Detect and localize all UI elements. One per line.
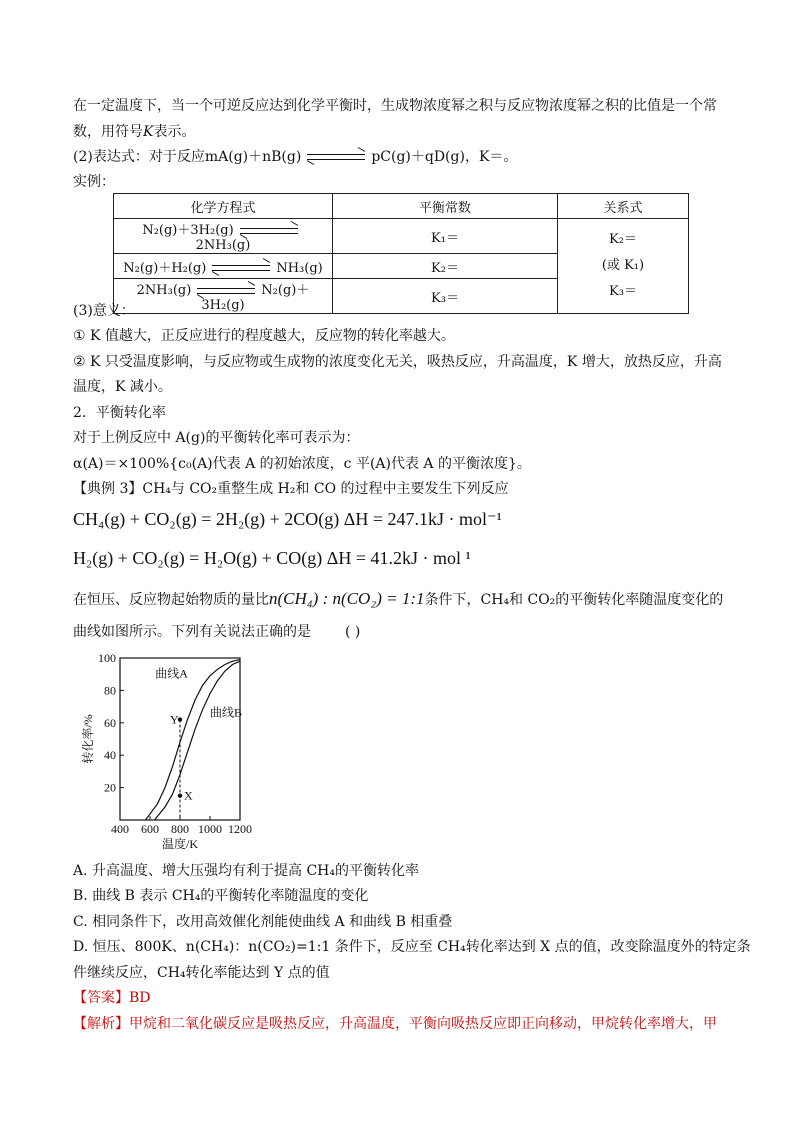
- conversion-chart: [80, 648, 270, 853]
- equation-cell: N₂(g)＋H₂(g) NH₃(g): [114, 254, 333, 279]
- option-c[interactable]: C. 相同条件下，改用高效催化剂能使曲线 A 和曲线 B 相重叠: [73, 914, 453, 930]
- condition-text: 在恒压、反应物起始物质的量比: [73, 592, 269, 608]
- intro-line-2: [73, 123, 195, 141]
- table-header: 关系式: [558, 194, 689, 219]
- meaning-2b: 温度，K 减小。: [73, 379, 172, 395]
- k-symbol: K: [143, 124, 154, 140]
- curve-a: [146, 660, 241, 820]
- y-tick-label: 100: [98, 651, 116, 665]
- mole-ratio: n(CH₄) : n(CO₂) = 1:1: [269, 589, 425, 608]
- x-tick-label: 1200: [228, 822, 252, 836]
- equation-cell: N₂(g)＋3H₂(g) 2NH₃(g): [114, 219, 333, 254]
- equilibrium-arrow-icon: [197, 286, 255, 296]
- condition-text-b: 条件下，CH₄和 CO₂的平衡转化率随温度变化的: [424, 592, 724, 608]
- expression-prefix: (2)表达式：对于反应: [73, 149, 205, 165]
- section-2-title: 2．平衡转化率: [73, 405, 166, 421]
- x-tick-label: 1000: [198, 822, 222, 836]
- meaning-1: ① K 值越大，正反应进行的程度越大，反应物的转化率越大。: [73, 328, 455, 344]
- meaning-title: (3)意义：: [73, 303, 135, 319]
- y-tick-label: 20: [104, 780, 116, 795]
- curve-b: [155, 661, 241, 820]
- option-d-line-1[interactable]: D. 恒压、800K、n(CH₄)：n(CO₂)=1:1 条件下，反应至 CH₄转化率达到 X 点的值，改变除温度外的特定条: [73, 939, 751, 955]
- equation-2: H₂(g) + CO₂(g) = H₂O(g) + CO(g) ΔH = 41.2kJ · mol ¹: [73, 548, 471, 568]
- equilibrium-arrow-icon: [240, 226, 298, 236]
- intro-line-1: 在一定温度下，当一个可逆反应达到化学平衡时，生成物浓度幂之积与反应物浓度幂之积的比值是一个常: [73, 98, 717, 114]
- y-axis-label: 转化率/%: [81, 714, 95, 764]
- constant-cell: K₂＝: [333, 254, 558, 279]
- alpha-formula: α(A)＝×100%{c₀(A)代表 A 的初始浓度，c 平(A)代表 A 的平衡浓度}。: [73, 456, 531, 472]
- constant-cell: K₃＝: [333, 279, 558, 314]
- equilibrium-arrow-icon: [212, 263, 270, 273]
- section-2-text: 对于上例反应中 A(g)的平衡转化率可表示为：: [73, 430, 360, 446]
- intro-text: 数，用符号: [73, 124, 143, 140]
- intro-end: 表示。: [153, 124, 196, 140]
- table-header: 平衡常数: [333, 194, 558, 219]
- expression-lhs: mA(g)＋nB(g): [204, 149, 302, 165]
- table-header: 化学方程式: [114, 194, 333, 219]
- relation-cell: K₂＝ (或 K₁) K₃＝: [558, 219, 689, 314]
- point-label: Y: [170, 712, 179, 727]
- equation-1: CH₄(g) + CO₂(g) = 2H₂(g) + 2CO(g) ΔH = 247.1kJ · mol⁻¹: [73, 509, 502, 529]
- constant-cell: K₁＝: [333, 219, 558, 254]
- answer: 【答案】BD: [73, 990, 151, 1006]
- condition-text-c: 曲线如图所示。下列有关说法正确的是: [73, 624, 311, 640]
- y-tick-label: 80: [104, 683, 116, 698]
- analysis: 【解析】甲烷和二氧化碳反应是吸热反应，升高温度，平衡向吸热反应即正向移动，甲烷转化率增大，甲: [73, 1016, 717, 1032]
- equation-cell: 2NH₃(g) N₂(g)＋3H₂(g): [114, 279, 333, 314]
- expression-line: [73, 148, 517, 166]
- meaning-2a: ② K 只受温度影响，与反应物或生成物的浓度变化无关，吸热反应，升高温度，K 增大，放热反应，升高: [73, 354, 722, 370]
- option-b[interactable]: B. 曲线 B 表示 CH₄的平衡转化率随温度的变化: [73, 888, 369, 904]
- option-d-line-2: 件继续反应，CH₄转化率能达到 Y 点的值: [73, 965, 330, 981]
- y-tick-label: 60: [104, 715, 116, 730]
- x-tick-label: 800: [171, 822, 189, 836]
- x-axis-label: 温度/K: [161, 837, 199, 851]
- equilibrium-constant-table: [113, 193, 689, 314]
- expression-rhs: pC(g)＋qD(g)，K＝。: [371, 149, 518, 165]
- point-label: X: [184, 788, 193, 803]
- x-tick-label: 400: [111, 822, 129, 836]
- condition-line-2: [73, 623, 360, 641]
- example-label: 实例：: [73, 174, 115, 190]
- example-title: 【典例 3】CH₄与 CO₂重整生成 H₂和 CO 的过程中主要发生下列反应: [73, 481, 509, 497]
- y-tick-label: 40: [104, 748, 116, 763]
- x-tick-label: 600: [141, 822, 159, 836]
- curve-a-label: 曲线A: [155, 666, 188, 681]
- point-x: [178, 794, 182, 798]
- table-row: [114, 219, 689, 254]
- equilibrium-arrow-icon: [307, 152, 365, 162]
- curve-b-label: 曲线B: [210, 705, 243, 720]
- option-a[interactable]: A. 升高温度、增大压强均有利于提高 CH₄的平衡转化率: [73, 863, 419, 879]
- answer-paren: ( ): [345, 624, 361, 640]
- condition-line-1: [73, 590, 723, 609]
